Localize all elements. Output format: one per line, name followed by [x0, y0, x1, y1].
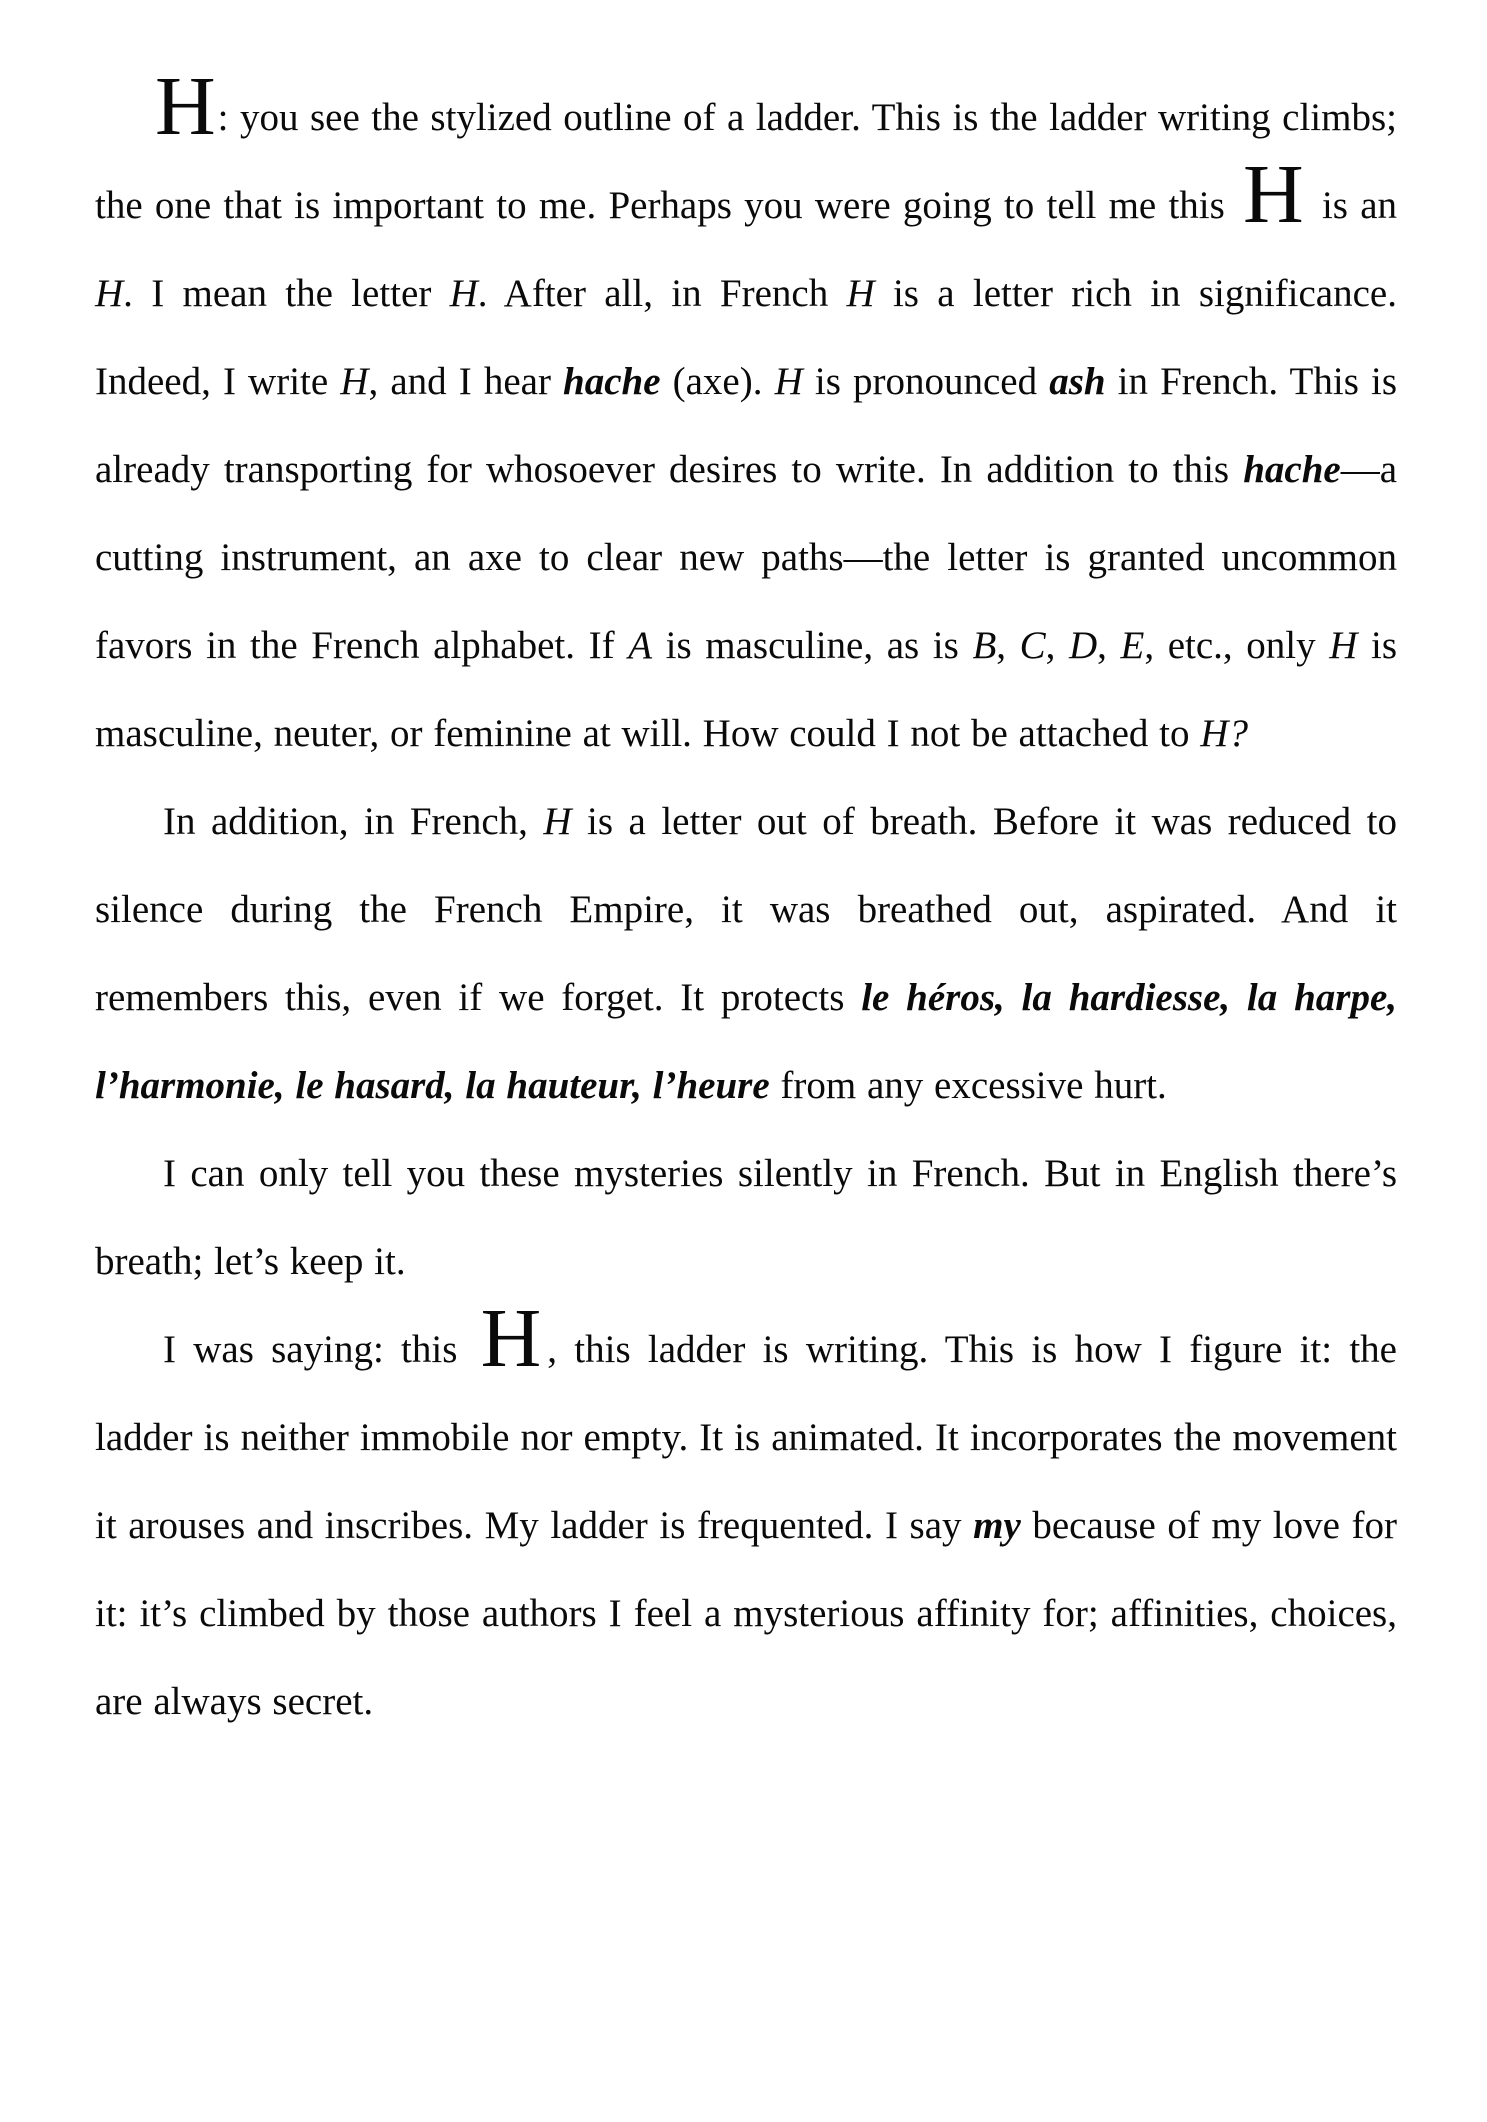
text-run: , etc., only [1144, 624, 1330, 667]
paragraph-4 [95, 1292, 1397, 1746]
italic-run: A [628, 624, 653, 667]
paragraph-1 [95, 60, 1398, 778]
paragraph-2 [95, 778, 1397, 1130]
text-run: because of my love for it: it’s climbed by those authors I feel a mysterious affinity for; affinities, choices, are always secret. [95, 1504, 1397, 1723]
italic-run: H [774, 360, 803, 403]
text-run: is a letter out of breath. Before it was reduced to silence during the French Empire, it was breathed out, aspirated. And it remembers this, even if we forget. It protects [95, 800, 1397, 1019]
italic-run: H [543, 800, 572, 843]
text-run: , [996, 624, 1020, 667]
text-run: . After all, in French [477, 272, 847, 315]
french-words-italic: le héros, la hardiesse, la harpe, l’harmonie, le hasard, la hauteur, l’heure [95, 976, 1398, 1107]
italic-run: B [972, 624, 997, 667]
large-letter-h: H [1243, 148, 1304, 241]
text-run: , [1097, 624, 1121, 667]
text-run: in French. This is already transporting for whosoever desires to write. In addition to this [95, 360, 1398, 491]
italic-run: H? [1200, 712, 1248, 755]
text-run: (axe). [660, 360, 775, 403]
italic-run: H [340, 360, 369, 403]
text-run: , [1045, 624, 1069, 667]
text-run: is an [1309, 184, 1398, 227]
text-run: In addition, in French, [163, 800, 544, 843]
italic-run: H [846, 272, 875, 315]
text-run: is masculine, as is [652, 624, 973, 667]
text-run: —a cutting instrument, an axe to clear new paths—the letter is granted uncommon favors in the French alphabet. If [95, 448, 1397, 667]
text-run: from any excessive hurt. [769, 1064, 1167, 1107]
italic-run: H [449, 272, 478, 315]
text-run: . I mean the letter [123, 272, 450, 315]
italic-run: C [1019, 624, 1046, 667]
text-run: is pronounced [802, 360, 1050, 403]
italic-run: hache [563, 360, 661, 403]
text-run: I can only tell you these mysteries silently in French. But in English there’s breath; let’s keep it. [95, 1152, 1397, 1283]
italic-run: E [1120, 624, 1145, 667]
text-run: is masculine, neuter, or feminine at will. How could I not be attached to [95, 624, 1398, 755]
italic-run: ash [1049, 360, 1106, 403]
text-run: : you see the stylized outline of a ladder. This is the ladder writing climbs; the one that is important to me. Perhaps you were going to tell me this [95, 96, 1397, 227]
text-run: is a letter rich in significance. Indeed, I write [95, 272, 1397, 403]
text-run: , this ladder is writing. This is how I figure it: the ladder is neither immobile nor empty. It is animated. It incorporates the movement it arouses and inscribes. My ladder is frequented. I say [95, 1328, 1397, 1547]
text-run: I was saying: this [163, 1328, 475, 1371]
italic-run: hache [1243, 448, 1341, 491]
text-run: , and I hear [368, 360, 564, 403]
paragraph-3 [95, 1130, 1397, 1306]
italic-run: D [1069, 624, 1098, 667]
large-letter-h: H [155, 60, 216, 153]
large-letter-h: H [480, 1292, 542, 1385]
italic-run: my [973, 1504, 1021, 1547]
italic-run: H [95, 272, 124, 315]
italic-run: H [1329, 624, 1358, 667]
